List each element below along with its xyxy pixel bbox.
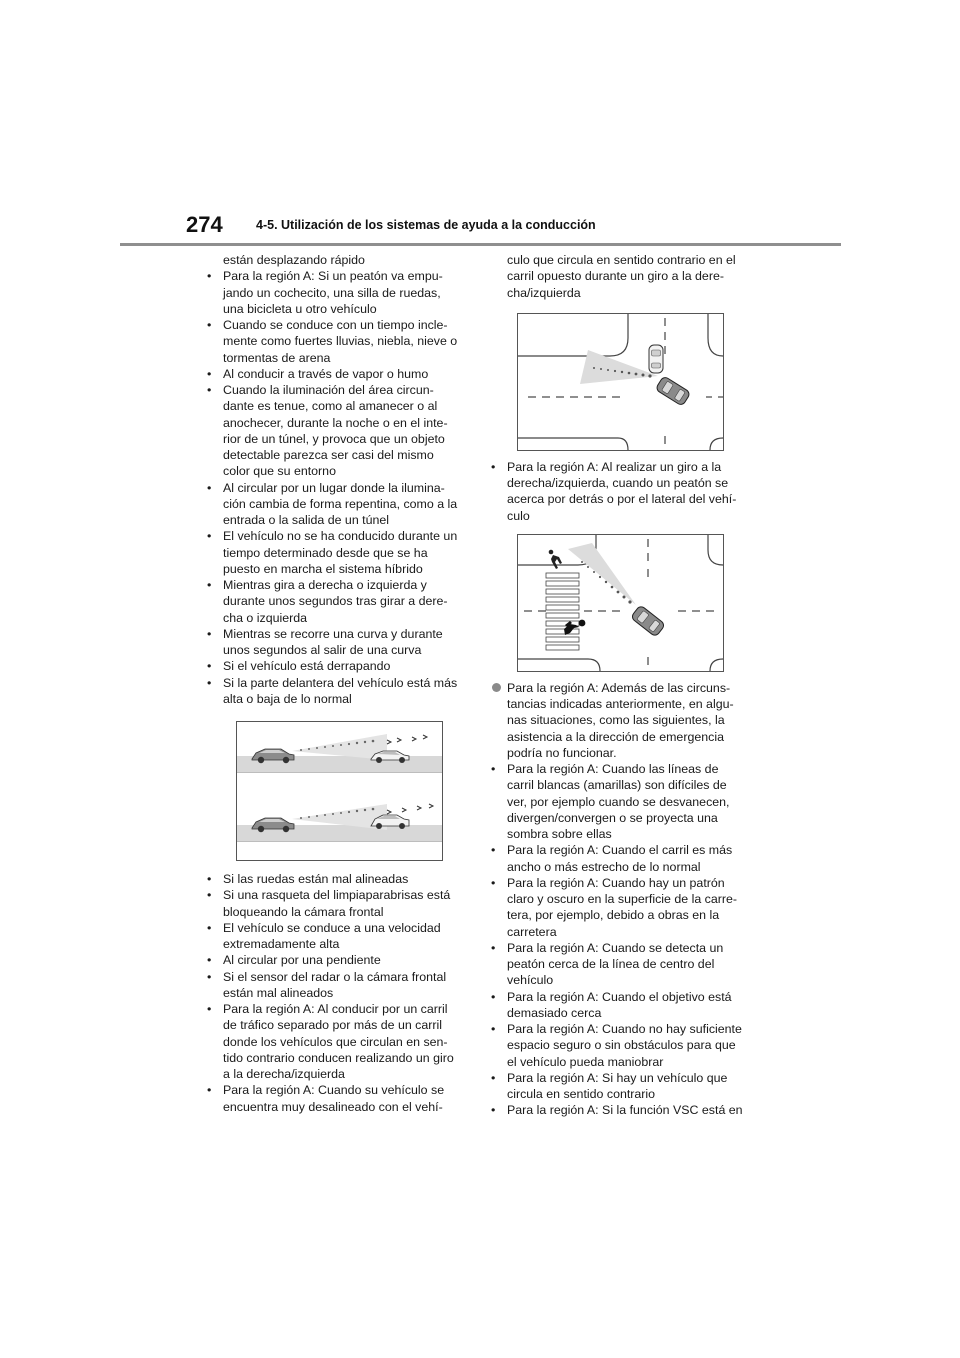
line-text: Mientras se recorre una curva y durante [223, 626, 443, 641]
line-text: ver, por ejemplo cuando se desvanecen, [507, 794, 730, 809]
bullet-item [491, 989, 753, 1005]
line-text: nas situaciones, como las siguientes, la [507, 713, 725, 728]
line-text: Para la región A: Además de las circuns- [507, 680, 731, 695]
circle-bullet-icon [492, 683, 501, 692]
line-text: Si las ruedas están mal alineadas [223, 872, 409, 886]
text-line [491, 972, 753, 988]
text-line [491, 285, 753, 301]
bullet-item [491, 761, 753, 777]
line-text: Cuando la iluminación del área circun- [223, 383, 434, 397]
bullet-marker: • [491, 1022, 496, 1036]
bullet-item [207, 952, 469, 968]
left-column [207, 252, 469, 1115]
bullet-marker: • [207, 366, 212, 381]
line-text: podría no funcionar. [507, 745, 617, 760]
line-text: asistencia a la dirección de emergencia [507, 729, 724, 744]
line-text: divergen/convergen o se proyecta una [507, 810, 718, 825]
line-text: espacio seguro o sin obstáculos para que [507, 1038, 736, 1053]
line-text: culo que circula en sentido contrario en el [507, 253, 736, 267]
bullet-marker: • [207, 269, 212, 284]
line-text: Para la región A: Cuando el carril es más [507, 843, 733, 858]
bullet-item [491, 875, 753, 891]
line-text: claro y oscuro en la superficie de la carre- [507, 892, 738, 906]
text-line [491, 1005, 753, 1021]
bullet-item [207, 675, 469, 691]
text-line [207, 593, 469, 609]
text-line [491, 268, 753, 284]
bullet-item [207, 382, 469, 398]
bullet-item [207, 528, 469, 544]
line-text: derecha/izquierda, cuando un peatón se [507, 476, 729, 490]
text-line [491, 252, 753, 268]
bullet-marker: • [207, 675, 212, 690]
bullet-item [207, 920, 469, 936]
bullet-marker: • [207, 529, 212, 544]
bullet-item [207, 317, 469, 333]
line-text: cha/izquierda [507, 285, 581, 300]
bullet-item [207, 268, 469, 284]
line-text: a la derecha/izquierda [223, 1067, 345, 1081]
bullet-marker: • [207, 659, 212, 674]
line-text: una bicicleta u otro vehículo [223, 301, 377, 316]
line-text: acerca por detrás o por el lateral del vehí- [507, 492, 737, 507]
line-text: Si el vehículo está derrapando [223, 659, 391, 674]
line-text: color que su entorno [223, 464, 336, 479]
text-line [207, 447, 469, 463]
text-line [207, 333, 469, 349]
text-line [491, 891, 753, 907]
text-line [207, 904, 469, 920]
right-text-block-top [491, 252, 753, 301]
text-line [207, 1099, 469, 1115]
line-text: Al circular por una pendiente [223, 953, 381, 968]
line-text: El vehículo no se ha conducido durante un [223, 529, 458, 544]
bullet-item [491, 842, 753, 858]
bullet-item [491, 1070, 753, 1086]
text-line [207, 398, 469, 414]
text-line [207, 285, 469, 301]
line-text: tancias indicadas anteriormente, en algu- [507, 697, 734, 711]
line-text: sombra sobre ellas [507, 827, 612, 841]
line-text: Si una rasqueta del limpiaparabrisas está [223, 888, 451, 903]
section-title: 4-5. Utilización de los sistemas de ayuda a la conducción [256, 218, 596, 232]
header-rule [120, 243, 841, 246]
line-text: carril opuesto durante un giro a la dere- [507, 269, 724, 284]
bullet-item [207, 366, 469, 382]
text-line [491, 826, 753, 842]
bullet-item [207, 1082, 469, 1098]
text-line [491, 1054, 753, 1070]
right-text-block-bottom [491, 680, 753, 1119]
text-line [207, 463, 469, 479]
bullet-marker: • [491, 940, 496, 955]
line-text: Para la región A: Cuando se detecta un [507, 940, 724, 955]
text-line [207, 431, 469, 447]
line-text: Al conducir a través de vapor o humo [223, 366, 429, 381]
line-text: bloqueando la cámara frontal [223, 904, 384, 919]
text-line [207, 1050, 469, 1066]
line-text: puesto en marcha el sistema híbrido [223, 561, 423, 576]
text-line [491, 508, 753, 524]
line-text: Para la región A: Si un peatón va empu- [223, 269, 443, 284]
bullet-marker: • [491, 459, 496, 474]
bullet-marker: • [491, 843, 496, 858]
text-line [207, 1017, 469, 1033]
bullet-item [491, 940, 753, 956]
text-line [207, 301, 469, 317]
right-column [491, 252, 753, 1119]
bullet-marker: • [207, 480, 212, 495]
bullet-item [207, 626, 469, 642]
page-number: 274 [186, 212, 223, 237]
line-text: Para la región A: Cuando no hay suficiente [507, 1022, 742, 1036]
line-text: Al circular por un lugar donde la ilumina- [223, 480, 445, 495]
bullet-item [207, 871, 469, 887]
main-bullet-item [491, 680, 753, 696]
line-text: circula en sentido contrario [507, 1087, 656, 1101]
text-line [491, 491, 753, 507]
line-text: unos segundos al salir de una curva [223, 643, 422, 657]
line-text: jando un cochecito, una silla de ruedas, [223, 285, 441, 300]
bullet-marker: • [207, 1083, 212, 1098]
text-line [207, 1066, 469, 1082]
bullet-item [207, 658, 469, 674]
text-line [491, 794, 753, 810]
text-line [491, 907, 753, 923]
bullet-item [491, 1021, 753, 1037]
text-line [491, 745, 753, 761]
right-text-block-mid [491, 459, 753, 524]
text-line [491, 712, 753, 728]
bullet-marker: • [491, 989, 496, 1004]
figure-sensor-detection-illustration [236, 721, 443, 861]
line-text: ancho o más estrecho de lo normal [507, 859, 701, 874]
bullet-item [491, 1102, 753, 1118]
line-text: durante unos segundos tras girar a dere- [223, 594, 448, 609]
line-text: tiempo determinado desde que se ha [223, 545, 428, 560]
line-text: Para la región A: Cuando las líneas de [507, 762, 719, 776]
text-line [207, 512, 469, 528]
text-line [491, 1037, 753, 1053]
text-line [207, 496, 469, 512]
line-text: El vehículo se conduce a una velocidad [223, 920, 441, 935]
text-line [491, 696, 753, 712]
left-text-block-top [207, 252, 469, 707]
text-line [207, 252, 469, 268]
text-line [491, 924, 753, 940]
bullet-item [207, 577, 469, 593]
line-text: vehículo [507, 973, 554, 988]
line-text: están mal alineados [223, 985, 334, 1000]
line-text: donde los vehículos que circulan en sen- [223, 1034, 448, 1049]
line-text: Para la región A: Al realizar un giro a la [507, 459, 722, 474]
bullet-marker: • [491, 875, 496, 890]
bullet-marker: • [207, 383, 212, 397]
line-text: tera, por ejemplo, debido a obras en la [507, 908, 720, 923]
line-text: tido contrario conducen realizando un giro [223, 1050, 454, 1065]
left-text-block-bottom [207, 871, 469, 1115]
line-text: rior de un túnel, y provoca que un objeto [223, 431, 445, 446]
line-text: mente como fuertes lluvias, niebla, nieve o [223, 334, 458, 349]
text-line [207, 561, 469, 577]
line-text: están desplazando rápido [223, 253, 365, 267]
text-line [207, 1034, 469, 1050]
line-text: dante es tenue, como al amanecer o al [223, 399, 438, 414]
line-text: Para la región A: Al conducir por un carril [223, 1002, 448, 1016]
line-text: Cuando se conduce con un tiempo incle- [223, 318, 448, 332]
line-text: Para la región A: Si la función VSC está en [507, 1103, 743, 1118]
text-line [491, 956, 753, 972]
bullet-marker: • [207, 920, 212, 935]
bullet-item [491, 459, 753, 475]
text-line [491, 475, 753, 491]
text-line [207, 936, 469, 952]
figure-oncoming-vehicle-turn [517, 313, 724, 451]
text-line [207, 985, 469, 1001]
line-text: de tráfico separado por más de un carril [223, 1018, 443, 1033]
line-text: peatón cerca de la línea de centro del [507, 957, 715, 971]
text-line [207, 545, 469, 561]
bullet-marker: • [491, 1070, 496, 1085]
line-text: ción cambia de forma repentina, como a la [223, 496, 458, 511]
bullet-marker: • [207, 872, 212, 886]
line-text: culo [507, 508, 530, 523]
bullet-marker: • [207, 969, 212, 984]
line-text: anochecer, durante la noche o en el inte- [223, 415, 448, 430]
text-line [207, 642, 469, 658]
text-line [491, 859, 753, 875]
bullet-marker: • [207, 318, 212, 332]
bullet-marker: • [207, 888, 212, 903]
line-text: el vehículo pueda maniobrar [507, 1054, 664, 1069]
line-text: detectable parezca ser casi del mismo [223, 448, 434, 462]
text-line [491, 729, 753, 745]
text-line [491, 810, 753, 826]
bullet-item [207, 887, 469, 903]
line-text: Si el sensor del radar o la cámara frontal [223, 969, 447, 984]
text-line [207, 415, 469, 431]
line-text: carril blancas (amarillas) son difíciles de [507, 778, 727, 793]
line-text: carretera [507, 924, 557, 939]
text-line [207, 350, 469, 366]
line-text: alta o baja de lo normal [223, 691, 352, 706]
bullet-marker: • [207, 578, 212, 592]
line-text: entrada o la salida de un túnel [223, 513, 390, 527]
line-text: Para la región A: Si hay un vehículo que [507, 1070, 728, 1085]
line-text: Para la región A: Cuando hay un patrón [507, 875, 725, 890]
bullet-item [207, 480, 469, 496]
line-text: encuentra muy desalineado con el vehí- [223, 1099, 443, 1114]
text-line [491, 1086, 753, 1102]
line-text: demasiado cerca [507, 1005, 602, 1020]
bullet-marker: • [207, 1002, 212, 1016]
line-text: Mientras gira a derecha o izquierda y [223, 578, 427, 592]
bullet-item [207, 969, 469, 985]
line-text: Si la parte delantera del vehículo está más [223, 675, 458, 690]
text-line [207, 691, 469, 707]
figure-pedestrian-turn [517, 534, 724, 672]
line-text: extremadamente alta [223, 937, 340, 951]
bullet-marker: • [491, 1103, 496, 1118]
bullet-marker: • [207, 953, 212, 968]
bullet-marker: • [207, 626, 212, 641]
line-text: Para la región A: Cuando el objetivo está [507, 989, 732, 1004]
bullet-marker: • [491, 762, 496, 776]
text-line [491, 777, 753, 793]
bullet-item [207, 1001, 469, 1017]
line-text: cha o izquierda [223, 610, 308, 625]
line-text: tormentas de arena [223, 350, 331, 365]
line-text: Para la región A: Cuando su vehículo se [223, 1083, 445, 1098]
text-line [207, 610, 469, 626]
